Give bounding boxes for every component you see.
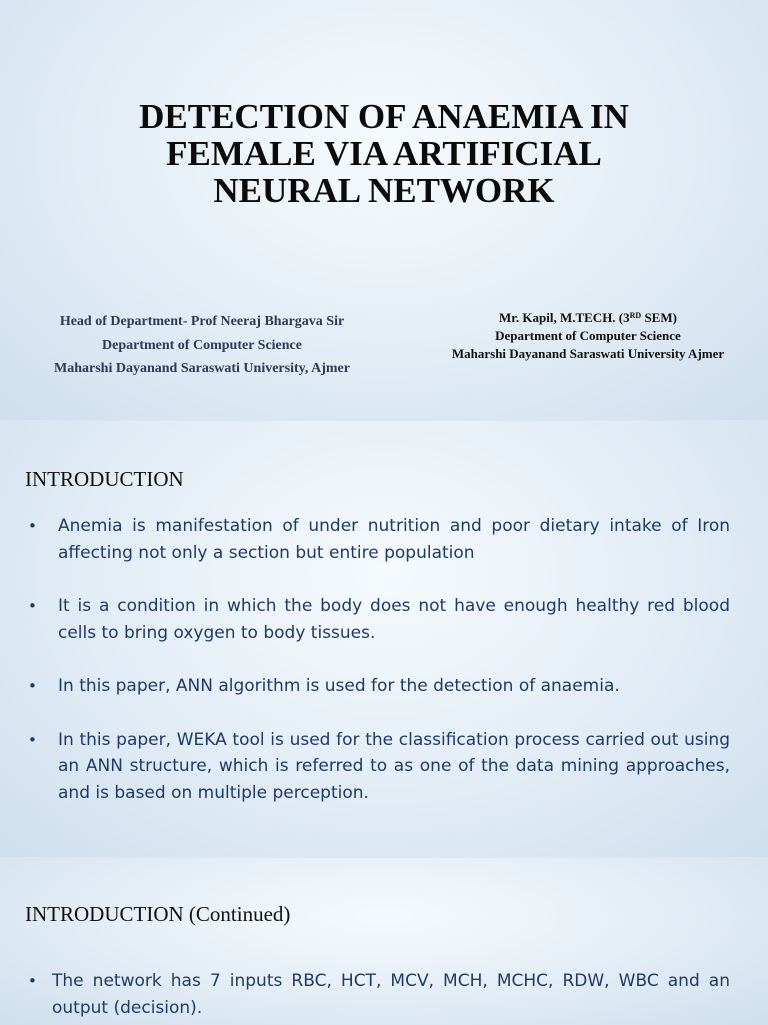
title-line: NEURAL NETWORK bbox=[213, 171, 555, 210]
bullet-icon: • bbox=[28, 972, 37, 990]
bullet-icon: • bbox=[28, 517, 37, 535]
author-department: Department of Computer Science bbox=[495, 328, 681, 343]
supervisor-department: Department of Computer Science bbox=[102, 337, 302, 353]
bullet-list bbox=[28, 968, 730, 1025]
slide-heading: INTRODUCTION (Continued) bbox=[25, 902, 291, 926]
title-line: DETECTION OF ANAEMIA IN bbox=[139, 97, 629, 136]
bullet-item: • The network has 7 inputs RBC, HCT, MCV, MCH, MCHC, RDW, WBC and an output (decision). bbox=[28, 968, 730, 1021]
author-university: Maharshi Dayanand Saraswati University Ajmer bbox=[451, 346, 725, 361]
supervisor-info bbox=[22, 310, 382, 381]
author-name: Mr. Kapil, M.TECH. (3RD SEM) bbox=[499, 310, 677, 325]
slide-title bbox=[0, 98, 768, 209]
title-line: FEMALE VIA ARTIFICIAL bbox=[166, 134, 602, 173]
supervisor-name: Head of Department- Prof Neeraj Bhargava Sir bbox=[59, 314, 345, 329]
bullet-icon: • bbox=[28, 677, 37, 695]
author-info bbox=[420, 307, 756, 363]
bullet-icon: • bbox=[28, 597, 37, 615]
bullet-item: • In this paper, WEKA tool is used for the classification process carried out using an ANN structure, which is referred to as one of the data mining approaches, and is based on multiple perception. bbox=[28, 727, 730, 807]
bullet-list bbox=[28, 513, 730, 833]
bullet-icon: • bbox=[28, 730, 37, 749]
supervisor-university: Maharshi Dayanand Saraswati University, Ajmer bbox=[54, 361, 350, 376]
title-slide bbox=[0, 0, 768, 420]
bullet-item: • Anemia is manifestation of under nutrition and poor dietary intake of Iron affecting not only a section but entire population bbox=[28, 513, 730, 566]
bullet-item: • It is a condition in which the body does not have enough healthy red blood cells to bring oxygen to body tissues. bbox=[28, 593, 730, 646]
slide-heading: INTRODUCTION bbox=[25, 467, 184, 491]
introduction-slide bbox=[0, 420, 768, 858]
introduction-continued-slide bbox=[0, 857, 768, 1025]
bullet-item: • In this paper, ANN algorithm is used for the detection of anaemia. bbox=[28, 673, 730, 700]
